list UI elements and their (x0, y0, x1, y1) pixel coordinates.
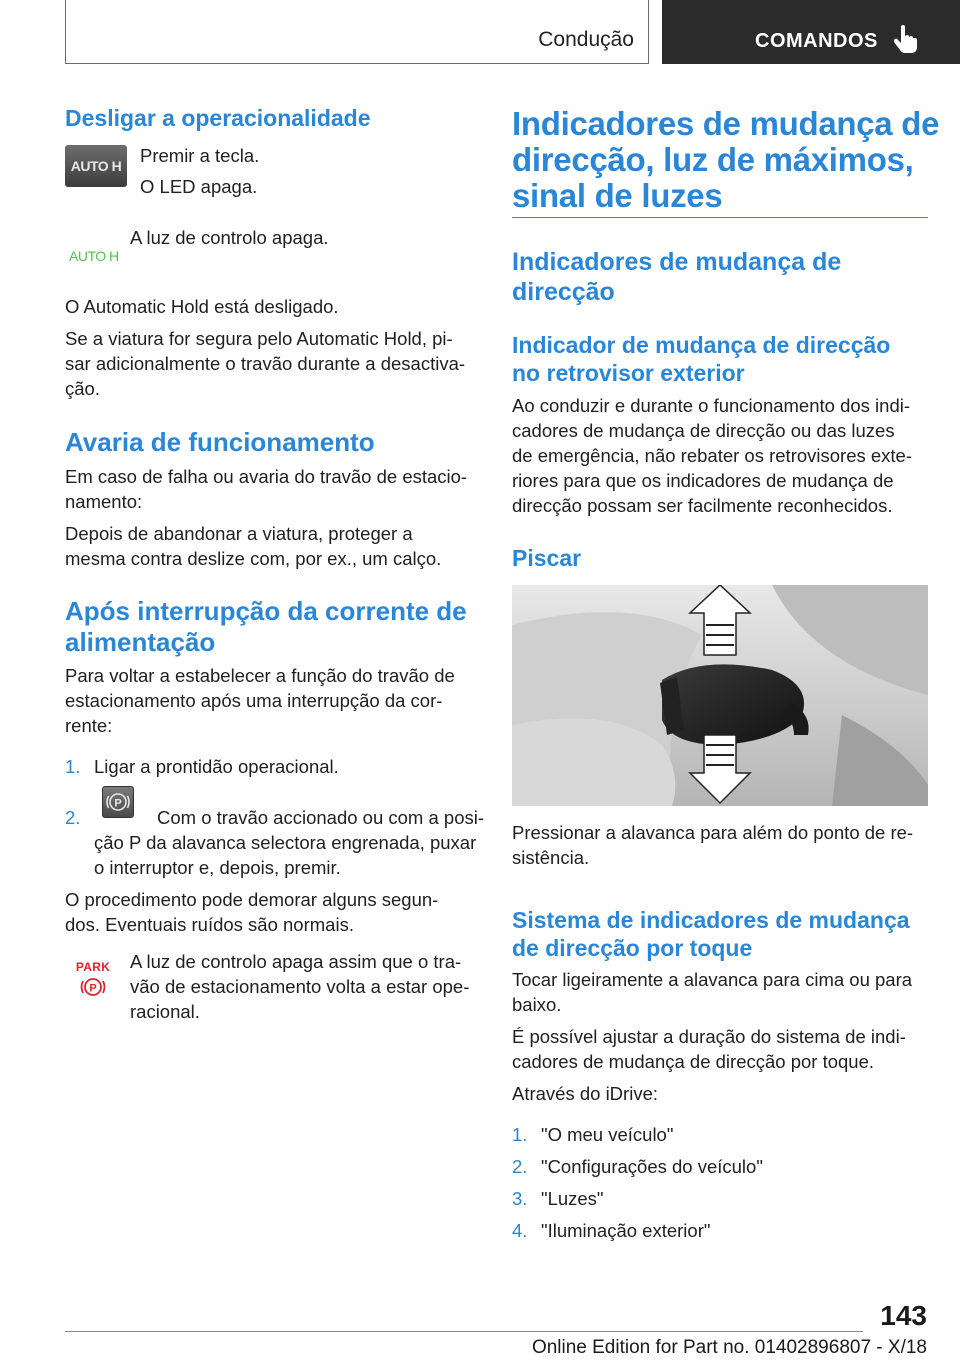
menu-step-4 (512, 1218, 527, 1243)
step-2 (65, 805, 80, 830)
park-indicator-icon (75, 960, 111, 1000)
menu-step-3-text: "Luzes" (541, 1188, 604, 1209)
text-luz2-2: vão de estacionamento volta a estar ope- (130, 976, 470, 997)
menu-step-2-number: 2. (512, 1156, 528, 1177)
text-caso-2: namento: (65, 491, 143, 512)
header-chapter-box (662, 0, 960, 64)
heading-sistema-2: de direcção por toque (512, 935, 753, 961)
header-chapter-title: COMANDOS (755, 30, 878, 52)
text-tocar-1: Tocar ligeiramente a alavanca para cima ou para (512, 969, 913, 990)
header-section-title: Condução (538, 28, 634, 51)
page-number: 143 (880, 1300, 927, 1331)
header-section-box (65, 0, 649, 64)
text-ao-5: direcção possam ser facilmente reconhecidos. (512, 495, 893, 516)
text-voltar-2: estacionamento após uma interrupção da cor- (65, 690, 443, 711)
title-line-1: Indicadores de mudança de (512, 105, 940, 142)
text-voltar-1: Para voltar a estabelecer a função do travão de (65, 665, 455, 686)
pointing-hand-icon (894, 24, 920, 54)
step-1-text: Ligar a prontidão operacional. (94, 756, 339, 777)
text-desligado: O Automatic Hold está desligado. (65, 296, 339, 317)
auto-hold-indicator-icon: AUTO H (69, 248, 119, 264)
step-1 (65, 754, 80, 779)
menu-step-1-text: "O meu veículo" (541, 1124, 674, 1145)
text-atraves: Através do iDrive: (512, 1083, 658, 1104)
step-2-number: 2. (65, 807, 81, 828)
text-possivel-2: cadores de mudança de direcção por toque. (512, 1051, 875, 1072)
text-voltar-3: rente: (65, 715, 113, 736)
menu-step-3-number: 3. (512, 1188, 528, 1209)
text-tocar-2: baixo. (512, 994, 562, 1015)
heading-avaria: Avaria de funcionamento (65, 427, 375, 457)
text-depois-2: mesma contra deslize com, por ex., um calço. (65, 548, 442, 569)
parking-brake-switch-icon (102, 786, 134, 818)
heading-indicadores-2: direcção (512, 278, 615, 306)
text-proc-2: dos. Eventuais ruídos são normais. (65, 914, 354, 935)
auto-hold-button-icon (65, 145, 127, 187)
footer-edition: Online Edition for Part no. 01402896807 - X/18 (531, 1337, 927, 1358)
svg-text:P: P (114, 797, 122, 810)
text-ao-3: de emergência, não rebater os retrovisores exte- (512, 445, 913, 466)
heading-apos-1: Após interrupção da corrente de (65, 596, 467, 626)
text-press-2: sistência. (512, 847, 590, 868)
text-possivel-1: É possível ajustar a duração do sistema de indi- (512, 1026, 906, 1047)
title-rule (512, 217, 928, 218)
text-segura-3: ção. (65, 378, 100, 399)
park-indicator-label: PARK (75, 960, 111, 974)
text-luz2-3: racional. (130, 1001, 200, 1022)
text-depois-1: Depois de abandonar a viatura, proteger a (65, 523, 413, 544)
step-1-number: 1. (65, 756, 81, 777)
footer-rule (65, 1331, 863, 1332)
text-led: O LED apaga. (140, 176, 258, 197)
park-brake-warning-icon (78, 974, 108, 1000)
text-segura-2: sar adicionalmente o travão durante a desactiva- (65, 353, 466, 374)
heading-retrovisor-2: no retrovisor exterior (512, 360, 745, 386)
heading-piscar: Piscar (512, 545, 582, 571)
title-line-3: sinal de luzes (512, 177, 723, 214)
step-2-text-2: ção P da alavanca selectora engrenada, puxar (94, 832, 477, 853)
step-2-text-1: Com o travão accionado ou com a posi- (157, 807, 485, 828)
text-ao-4: riores para que os indicadores de mudança de (512, 470, 894, 491)
text-segura-1: Se a viatura for segura pelo Automatic Hold, pi- (65, 328, 453, 349)
title-line-2: direcção, luz de máximos, (512, 141, 914, 178)
menu-step-3 (512, 1186, 527, 1211)
turn-signal-lever-photo (512, 585, 928, 806)
svg-text:P: P (89, 982, 97, 995)
text-ao-1: Ao conduzir e durante o funcionamento dos indi- (512, 395, 911, 416)
menu-step-4-text: "Iluminação exterior" (541, 1220, 711, 1241)
text-caso-1: Em caso de falha ou avaria do travão de estacio- (65, 466, 468, 487)
text-proc-1: O procedimento pode demorar alguns segun- (65, 889, 439, 910)
lever-illustration (512, 585, 928, 806)
heading-apos-2: alimentação (65, 627, 216, 657)
text-luz2-1: A luz de controlo apaga assim que o tra- (130, 951, 462, 972)
menu-step-1 (512, 1122, 527, 1147)
menu-step-1-number: 1. (512, 1124, 528, 1145)
parking-brake-symbol-icon (103, 787, 133, 817)
text-press-1: Pressionar a alavanca para além do ponto de re- (512, 822, 914, 843)
menu-step-2-text: "Configurações do veículo" (541, 1156, 763, 1177)
heading-sistema-1: Sistema de indicadores de mudança (512, 907, 910, 933)
menu-step-4-number: 4. (512, 1220, 528, 1241)
auto-hold-button-label: AUTO H (70, 158, 122, 174)
heading-retrovisor-1: Indicador de mudança de direcção (512, 332, 891, 358)
menu-step-2 (512, 1154, 527, 1179)
text-luz-controlo: A luz de controlo apaga. (130, 227, 329, 248)
text-ao-2: cadores de mudança de direcção ou das luzes (512, 420, 895, 441)
heading-desligar: Desligar a operacionalidade (65, 105, 371, 131)
step-2-text-3: o interruptor e, depois, premir. (94, 857, 341, 878)
heading-indicadores-1: Indicadores de mudança de (512, 248, 842, 276)
text-premir: Premir a tecla. (140, 145, 260, 166)
